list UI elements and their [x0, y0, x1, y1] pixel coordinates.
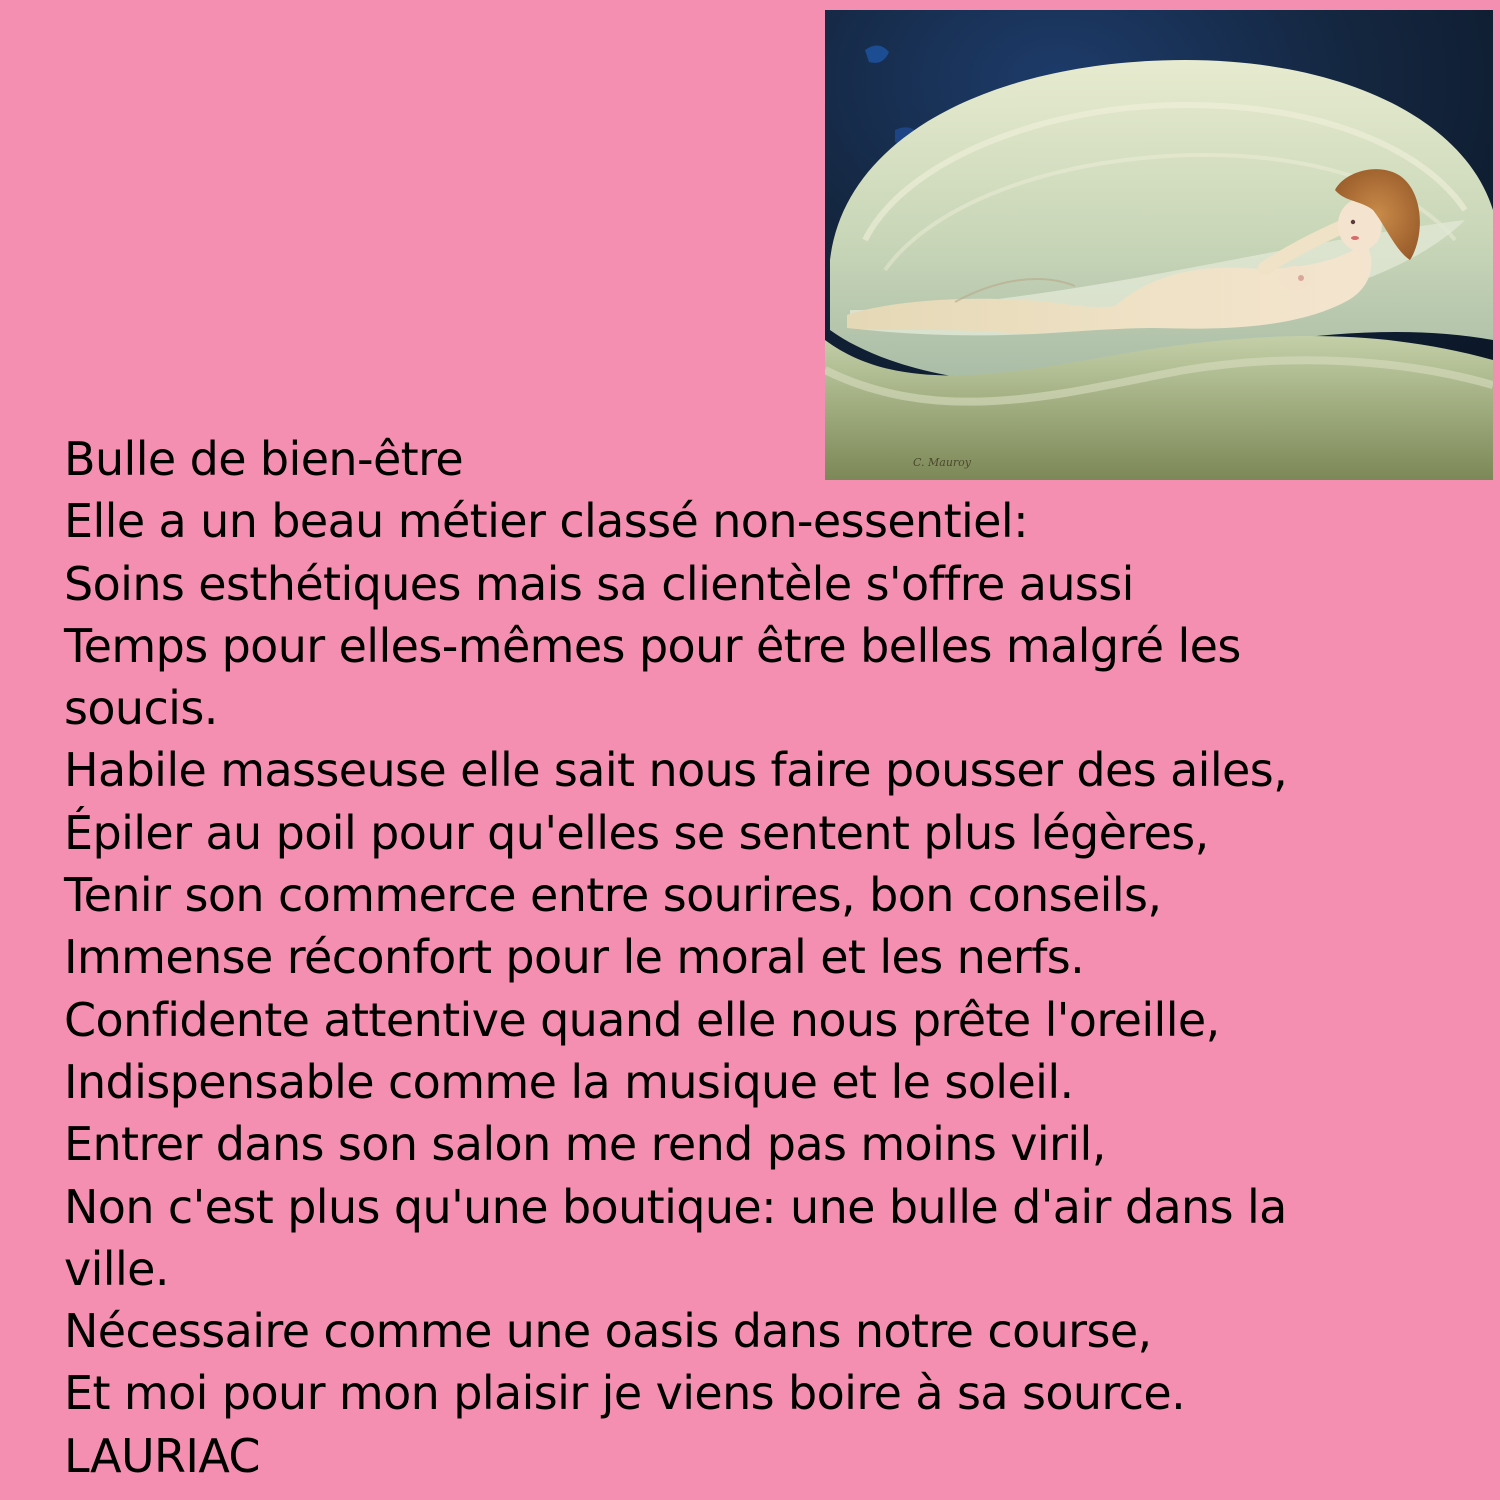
poem-line: Nécessaire comme une oasis dans notre course,	[64, 1304, 1152, 1359]
poem-line: Soins esthétiques mais sa clientèle s'offre aussi	[64, 556, 1134, 611]
painting-signature: C. Mauroy	[913, 456, 972, 469]
poem-line: Entrer dans son salon me rend pas moins viril,	[64, 1117, 1106, 1172]
painting-canvas	[825, 10, 1493, 480]
poem-line: Tenir son commerce entre sourires, bon conseils,	[64, 868, 1162, 923]
poem-line: Non c'est plus qu'une boutique: une bulle d'air dans la	[64, 1179, 1287, 1234]
poem-line: Confidente attentive quand elle nous prête l'oreille,	[64, 992, 1220, 1047]
poem-line: Habile masseuse elle sait nous faire pousser des ailes,	[64, 743, 1288, 798]
poem-line: Épiler au poil pour qu'elles se sentent plus légères,	[64, 805, 1209, 860]
poem-line: Et moi pour mon plaisir je viens boire à sa source.	[64, 1366, 1186, 1421]
poem-line: Immense réconfort pour le moral et les nerfs.	[64, 930, 1085, 985]
painting-image	[825, 10, 1493, 480]
poem-line: Temps pour elles-mêmes pour être belles malgré les	[64, 618, 1241, 673]
poem-line: Elle a un beau métier classé non-essentiel:	[64, 494, 1028, 549]
poem-text	[64, 428, 1444, 1487]
poem-line: soucis.	[64, 681, 218, 736]
poem-line: ville.	[64, 1241, 169, 1296]
poem-author: LAURIAC	[64, 1428, 260, 1483]
poem-line: Indispensable comme la musique et le soleil.	[64, 1054, 1074, 1109]
poem-title: Bulle de bien-être	[64, 432, 464, 486]
